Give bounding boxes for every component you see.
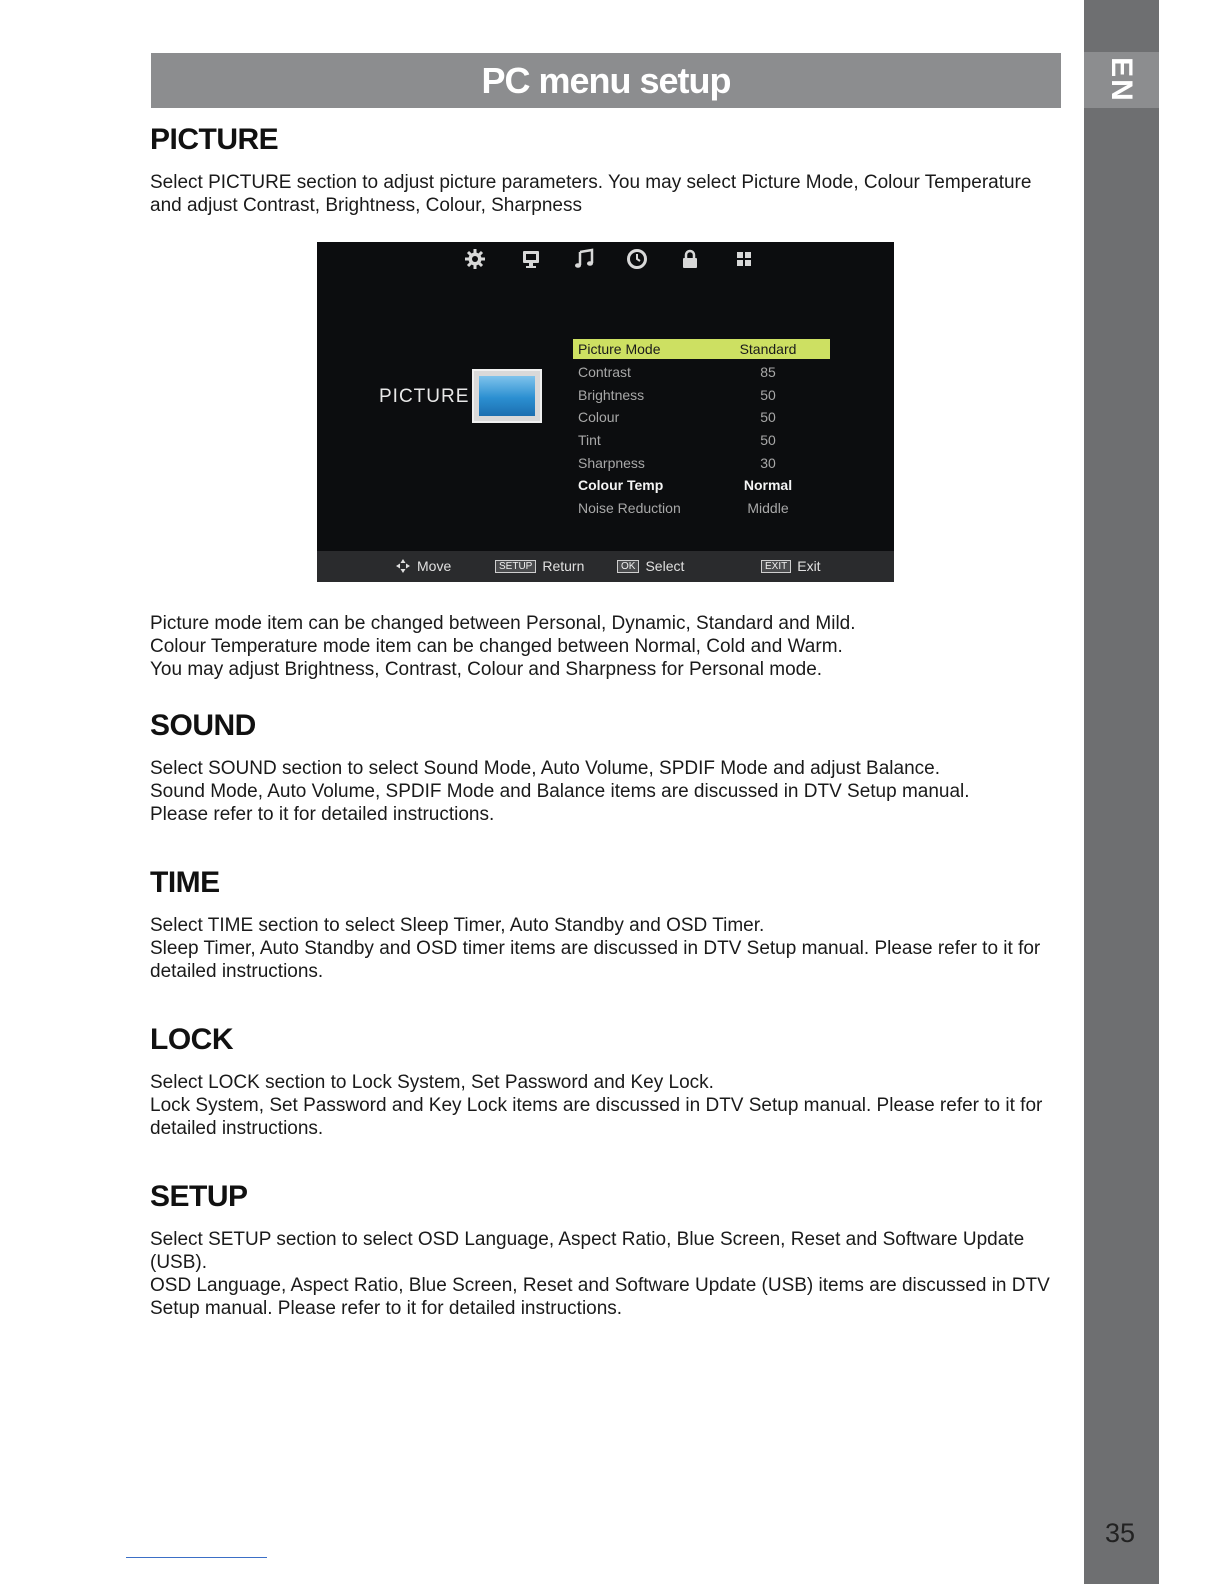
page-number: 35: [1105, 1518, 1136, 1548]
tv-menu-row-sharpness[interactable]: [573, 451, 830, 474]
tv-menu-row-label: Tint: [578, 432, 601, 449]
section-title-lock: LOCK: [150, 1023, 233, 1056]
tv-menu-row-colour-temp[interactable]: [573, 474, 830, 497]
tv-menu-row-value: Standard: [739, 341, 797, 357]
monitor-icon: [520, 248, 542, 270]
clock-icon: [626, 248, 648, 270]
tv-menu-row-colour[interactable]: [573, 406, 830, 429]
ok-key-badge: OK: [617, 560, 639, 573]
footer-return: [495, 558, 584, 574]
tv-menu-row-value: 50: [760, 409, 776, 426]
tv-menu-row-picture-mode[interactable]: [573, 339, 830, 359]
footnote-rule: [126, 1557, 267, 1558]
tv-menu-row-value: Middle: [747, 499, 789, 516]
tv-menu-row-value: Normal: [743, 477, 793, 494]
picture-intro-line: and adjust Contrast, Brightness, Colour, Sharpness: [150, 195, 582, 216]
gear-icon: [464, 248, 486, 270]
tv-section-label: PICTURE: [379, 386, 470, 407]
tv-menu-row-label: Noise Reduction: [578, 499, 681, 516]
side-bar: [1084, 0, 1159, 1584]
setup-body-line: OSD Language, Aspect Ratio, Blue Screen, Reset and Software Update (USB) items are discussed in DTV: [150, 1275, 1050, 1296]
footer-return-label: Return: [542, 558, 585, 574]
tv-picture-menu: [573, 339, 830, 519]
picture-note-line: You may adjust Brightness, Contrast, Colour and Sharpness for Personal mode.: [150, 659, 823, 680]
picture-note-line: Picture mode item can be changed between Personal, Dynamic, Standard and Mild.: [150, 613, 856, 634]
lock-body: [150, 1071, 1060, 1140]
tv-menu-row-brightness[interactable]: [573, 384, 830, 407]
time-body-line: detailed instructions.: [150, 961, 324, 982]
tv-menu-row-label: Picture Mode: [578, 341, 661, 357]
tv-menu-row-label: Sharpness: [578, 454, 645, 471]
tv-menu-row-value: 50: [760, 386, 776, 403]
tv-menu-row-value: 85: [760, 364, 776, 381]
setup-body-line: (USB).: [150, 1252, 207, 1273]
music-note-icon: [573, 248, 595, 270]
picture-thumbnail: [472, 369, 542, 423]
exit-key-badge: EXIT: [761, 560, 791, 573]
footer-move-label: Move: [417, 558, 452, 574]
sound-body-line: Sound Mode, Auto Volume, SPDIF Mode and Balance items are discussed in DTV Setup manual.: [150, 781, 970, 802]
tv-menu-row-label: Colour Temp: [578, 477, 664, 494]
tv-menu-row-contrast[interactable]: [573, 361, 830, 384]
section-title-sound: SOUND: [150, 709, 256, 742]
lock-body-line: detailed instructions.: [150, 1118, 324, 1139]
picture-intro-line: Select PICTURE section to adjust picture parameters. You may select Picture Mode, Colour Temperature: [150, 172, 1032, 193]
tv-menu-row-noise-reduction[interactable]: [573, 497, 830, 520]
footer-exit-label: Exit: [797, 558, 821, 574]
time-body-line: Select TIME section to select Sleep Timer, Auto Standby and OSD Timer.: [150, 915, 765, 936]
sound-body-line: Please refer to it for detailed instructions.: [150, 804, 495, 825]
footer-select: [617, 558, 684, 574]
lock-body-line: Lock System, Set Password and Key Lock items are discussed in DTV Setup manual. Please refer to it for: [150, 1095, 1043, 1116]
tv-menu-screenshot: [317, 242, 894, 582]
sound-body: [150, 757, 1060, 826]
tv-menu-row-label: Contrast: [578, 364, 631, 381]
picture-note-line: Colour Temperature mode item can be changed between Normal, Cold and Warm.: [150, 636, 843, 657]
picture-intro: [150, 171, 1060, 217]
setup-body: [150, 1228, 1060, 1320]
tv-menu-row-value: 50: [760, 432, 776, 449]
sound-body-line: Select SOUND section to select Sound Mode, Auto Volume, SPDIF Mode and adjust Balance.: [150, 758, 940, 779]
section-title-time: TIME: [150, 866, 220, 899]
grid-icon: [733, 248, 755, 270]
footer-move: [395, 558, 451, 574]
footer-select-label: Select: [645, 558, 685, 574]
picture-notes: [150, 612, 1060, 681]
move-arrows-icon: [395, 558, 411, 574]
section-title-setup: SETUP: [150, 1180, 248, 1213]
tv-menu-row-label: Brightness: [578, 386, 645, 403]
header-band: [151, 53, 1061, 108]
time-body: [150, 914, 1060, 983]
lock-body-line: Select LOCK section to Lock System, Set Password and Key Lock.: [150, 1072, 714, 1093]
page-title: PC menu setup: [481, 59, 731, 101]
tv-menu-row-label: Colour: [578, 409, 620, 426]
tv-menu-footer: [317, 551, 894, 582]
language-label: EN: [1105, 57, 1138, 103]
tv-menu-row-value: 30: [760, 454, 776, 471]
setup-body-line: Select SETUP section to select OSD Language, Aspect Ratio, Blue Screen, Reset and Software Update: [150, 1229, 1025, 1250]
section-title-picture: PICTURE: [150, 123, 279, 156]
time-body-line: Sleep Timer, Auto Standby and OSD timer items are discussed in DTV Setup manual. Please refer to it for: [150, 938, 1041, 959]
picture-thumbnail-screen: [479, 376, 535, 416]
tv-menu-row-tint[interactable]: [573, 429, 830, 452]
padlock-icon: [679, 248, 701, 270]
setup-key-badge: SETUP: [495, 560, 536, 573]
footer-exit: [761, 558, 821, 574]
tv-menu-icon-bar: [317, 246, 894, 274]
setup-body-line: Setup manual. Please refer to it for detailed instructions.: [150, 1298, 623, 1319]
